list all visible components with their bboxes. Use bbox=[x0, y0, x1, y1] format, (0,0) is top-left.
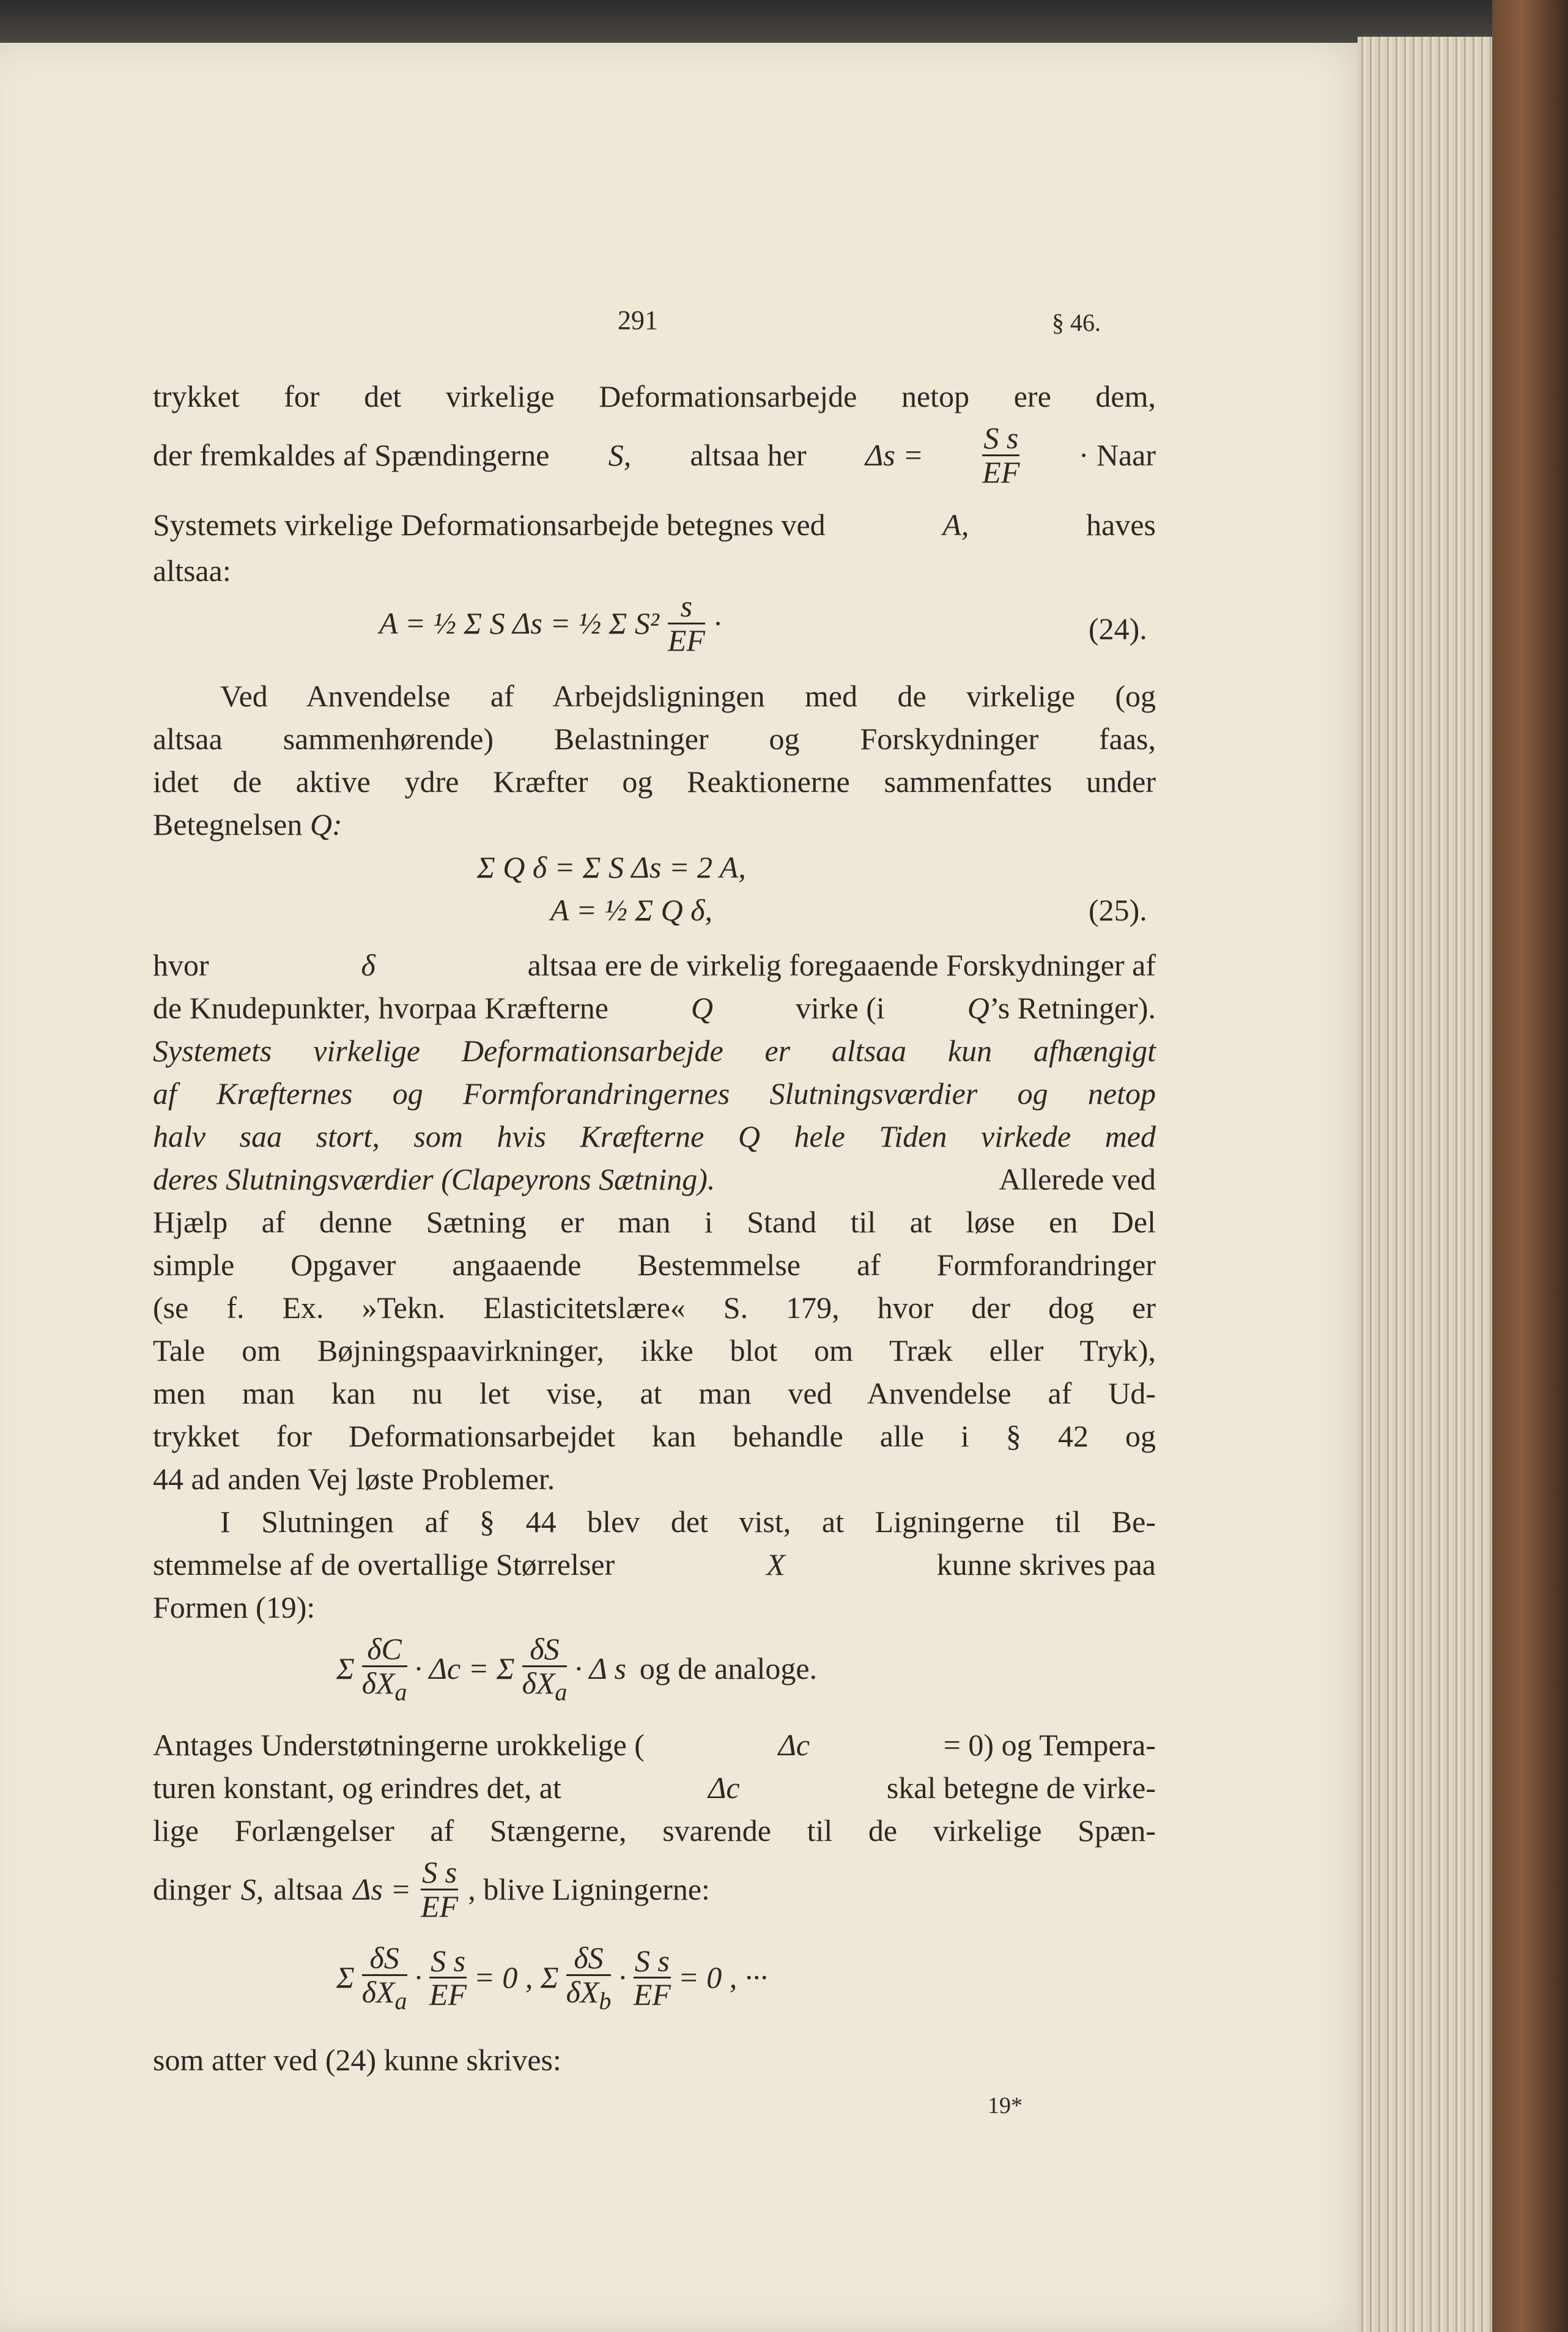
p3-line-1: hvor δ altsaa ere de virkelig foregaaende Forskydninger af bbox=[153, 948, 1156, 982]
p3-line-3: Systemets virkelige Deformationsarbejde er altsaa kun afhængigt bbox=[153, 1034, 1156, 1068]
p3-line-6: deres Slutningsværdier (Clapeyrons Sætning). Allerede ved bbox=[153, 1162, 1156, 1196]
fraction: $\frac{\text{S s}}{EF}$ bbox=[982, 421, 1020, 489]
p3-line-8: simple Opgaver angaaende Bestemmelse af Formforandringer bbox=[153, 1248, 1156, 1282]
section-number: § 46. bbox=[1052, 309, 1101, 336]
equation-a: Σ Q δ = Σ S Δs = 2 A, bbox=[477, 850, 746, 884]
p5-line-1: Antages Understøtningerne urokkelige ( Δc = 0) og Tempera- bbox=[153, 1728, 1156, 1762]
last-line: som atter ved (24) kunne skrives: bbox=[153, 2043, 561, 2077]
signature-mark: 19* bbox=[988, 2093, 1023, 2119]
p3-line-13: 44 ad anden Vej løste Problemer. bbox=[153, 1462, 555, 1496]
p2-line-4: Betegnelsen Q: bbox=[153, 807, 342, 842]
line-1: trykket for det virkelige Deformationsarbejde netop ere dem, bbox=[153, 379, 1156, 413]
p5-line-2: turen konstant, og erindres det, at Δc skal betegne de virke- bbox=[153, 1771, 1156, 1805]
equation-24: A = ½ Σ S Δs = ½ Σ S² $\frac{s}{EF}$ · bbox=[379, 589, 722, 657]
p4-line-3: Formen (19): bbox=[153, 1590, 316, 1624]
p4-line-2: stemmelse af de overtallige Størrelser X kunne skrives paa bbox=[153, 1547, 1156, 1582]
p5-line-3: lige Forlængelser af Stængerne, svarende til de virkelige Spæn- bbox=[153, 1813, 1156, 1848]
p3-line-10: Tale om Bøjningspaavirkninger, ikke blot om Træk eller Tryk), bbox=[153, 1333, 1156, 1368]
page-edges bbox=[1358, 37, 1504, 2332]
p3-line-5: halv saa stort, som hvis Kræfterne Q hele Tiden virkede med bbox=[153, 1119, 1156, 1153]
line-2: der fremkaldes af Spændingerne S, altsaa her Δs = $\frac{\text{S s}}{EF}$ · Naar bbox=[153, 421, 1156, 489]
equation-25-label: (25). bbox=[1089, 893, 1147, 927]
p3-line-12: trykket for Deformationsarbejdet kan behandle alle i § 42 og bbox=[153, 1419, 1156, 1453]
p3-line-2: de Knudepunkter, hvorpaa Kræfterne Q virke (i Q’s Retninger). bbox=[153, 991, 1156, 1025]
equation-final: Σ $\frac{\delta S}{\delta X_a}$ · $\frac{\text{S s}}{EF}$ = 0 , Σ $\frac{\delta S}{\delta X_b}$ · $\frac{\text{S s}}{EF}$ = 0 , ··· bbox=[336, 1941, 768, 2015]
equation-19: Σ $\frac{\delta C}{\delta X_a}$ · Δc = Σ $\frac{\delta S}{\delta X_a}$ · Δ s og de analoge. bbox=[336, 1632, 818, 1706]
p2-line-3: idet de aktive ydre Kræfter og Reaktionerne sammenfattes under bbox=[153, 764, 1156, 799]
p3-line-4: af Kræfternes og Formforandringernes Slutningsværdier og netop bbox=[153, 1076, 1156, 1111]
page-number: 291 bbox=[618, 305, 658, 335]
p2-line-2: altsaa sammenhørende) Belastninger og Forskydninger faas, bbox=[153, 722, 1156, 756]
line-3: Systemets virkelige Deformationsarbejde betegnes ved A, haves bbox=[153, 508, 1156, 542]
p3-line-9: (se f. Ex. »Tekn. Elasticitetslære« S. 179, hvor der dog er bbox=[153, 1290, 1156, 1325]
equation-25: A = ½ Σ Q δ, bbox=[550, 893, 712, 927]
p4-line-1: I Slutningen af § 44 blev det vist, at Ligningerne til Be- bbox=[220, 1505, 1156, 1539]
equation-24-label: (24). bbox=[1089, 612, 1147, 646]
p3-line-11: men man kan nu let vise, at man ved Anvendelse af Ud- bbox=[153, 1376, 1156, 1410]
book-cover bbox=[1492, 0, 1568, 2332]
p5-line-4: dinger S, altsaa Δs = $\frac{\text{S s}}{EF}$ , blive Ligningerne: bbox=[153, 1855, 710, 1923]
p3-line-7: Hjælp af denne Sætning er man i Stand til at løse en Del bbox=[153, 1205, 1156, 1239]
p2-line-1: Ved Anvendelse af Arbejdsligningen med de virkelige (og bbox=[220, 679, 1156, 713]
line-4: altsaa: bbox=[153, 553, 231, 588]
